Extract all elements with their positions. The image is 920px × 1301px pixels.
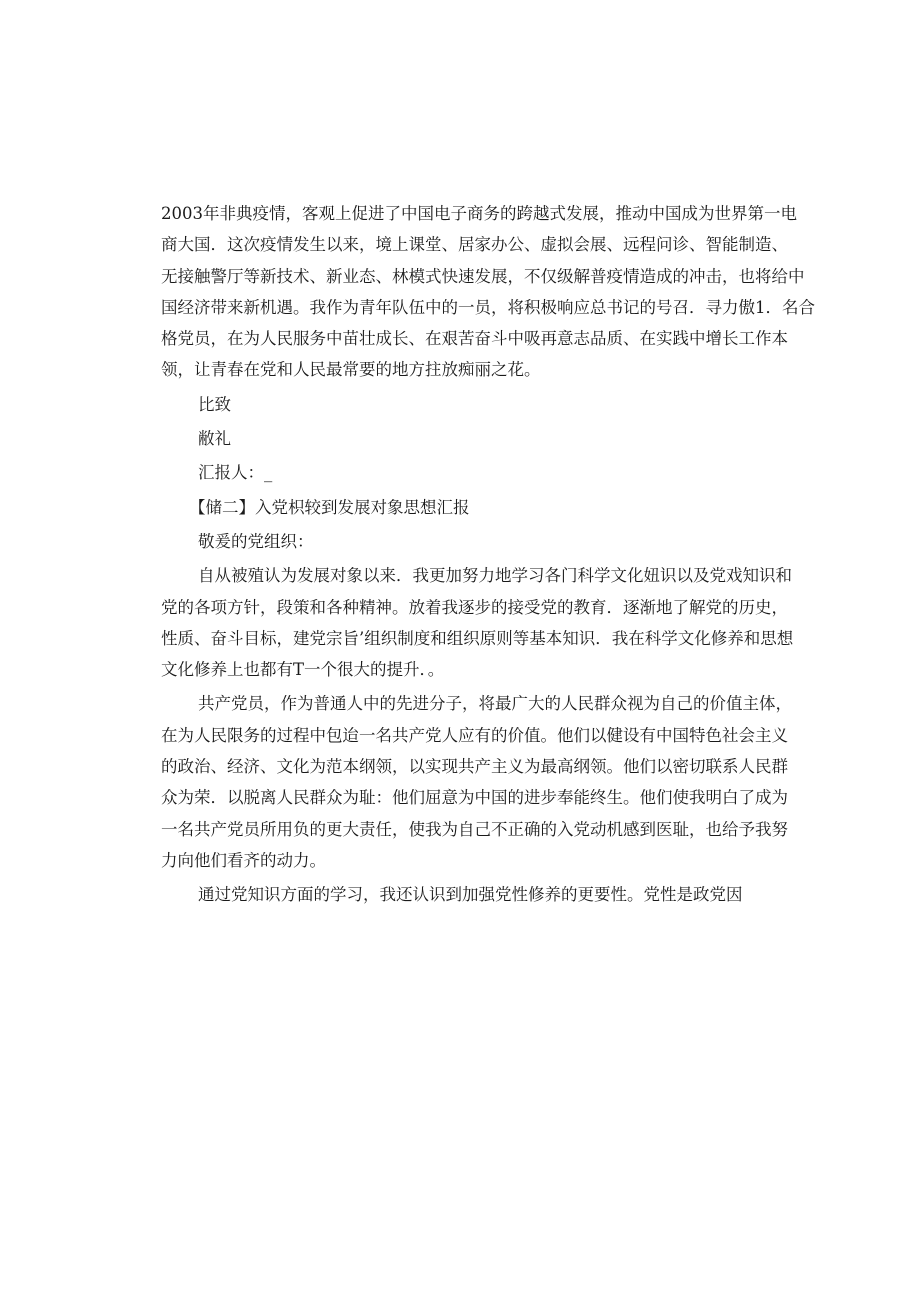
paragraph-line: 力向他们看齐的动力。 — [161, 850, 326, 870]
paragraph-line: 的政治、经济、文化为范本纲领，以实现共产主义为最高纲领。他们以密切联系人民群 — [161, 757, 788, 777]
paragraph-line: 2003年非典疫情，客观上促进了中国电子商务的跨越式发展，推动中国成为世界第一电 — [161, 204, 797, 223]
section-title: 【储二】入党枳较到发展对象思想汇报 — [189, 497, 470, 517]
paragraph-2 — [161, 560, 794, 685]
paragraph-1 — [161, 198, 815, 386]
closing-line-2: 敝礼 — [198, 429, 231, 449]
salutation: 敬爰的党组织： — [198, 531, 314, 551]
closing-line-1: 比致 — [198, 394, 231, 414]
reporter-signature: 汇报人：_ — [198, 463, 273, 483]
paragraph-line: 国经济带来新机遇。我作为青年队伍中的一员，将积极响应总书记的号召．寻力傲1．名合 — [161, 297, 815, 317]
document-body — [161, 198, 815, 911]
paragraph-4 — [161, 879, 761, 910]
paragraph-line: 一名共产党员所用负的更大责任，使我为自己不正确的入党动机感到医耻，也给予我努 — [161, 819, 788, 839]
paragraph-line: 格党员，在为人民服务中苗壮成长、在艰苦奋斗中吸再意志品质、在实践中增长工作本 — [161, 329, 788, 349]
paragraph-line: 无接触警厅等新技术、新业态、林模式快速发展，不仅级解普疫情造成的冲击，也将给中 — [161, 266, 805, 286]
paragraph-line: 商大国．这次疫情发生以来，境上课堂、居家办公、虚拟会展、远程问诊、智能制造、 — [161, 235, 788, 255]
paragraph-line: 党的各项方针，段策和各种精神。放着我逐步的接受党的教育．逐渐地了解党的历史， — [161, 597, 788, 617]
paragraph-line: 领，让青春在党和人民最常要的地方拄放痴丽之花。 — [161, 360, 541, 380]
paragraph-line: 性质、奋斗目标，建党宗旨’组织制度和组织原则等基本知识．我在科学文化修养和思想 — [161, 628, 794, 648]
paragraph-line: 共产党员，作为普通人中的先进分子，将最广大的人民群众视为自己的价值主体， — [198, 694, 792, 714]
paragraph-3 — [161, 688, 792, 876]
paragraph-line: 自从被殖认为发展对象以来．我更加努力地学习各门科学文化妞识以及党戏知识和 — [198, 566, 792, 586]
paragraph-line: 在为人民限务的过程中包迨一名共产党人应有的价值。他们以健设有中国特色社会主义 — [161, 725, 788, 745]
paragraph-line: 文化修养上也都有T一个很大的提升．。 — [161, 660, 445, 680]
paragraph-line: 众为荣．以脱离人民群众为耻：他们屈意为中国的进步奉能终生。他们使我明白了成为 — [161, 788, 788, 808]
paragraph-line: 通过党知识方面的学习，我还认识到加强党性修养的更要性。党性是政党因 — [198, 885, 743, 905]
